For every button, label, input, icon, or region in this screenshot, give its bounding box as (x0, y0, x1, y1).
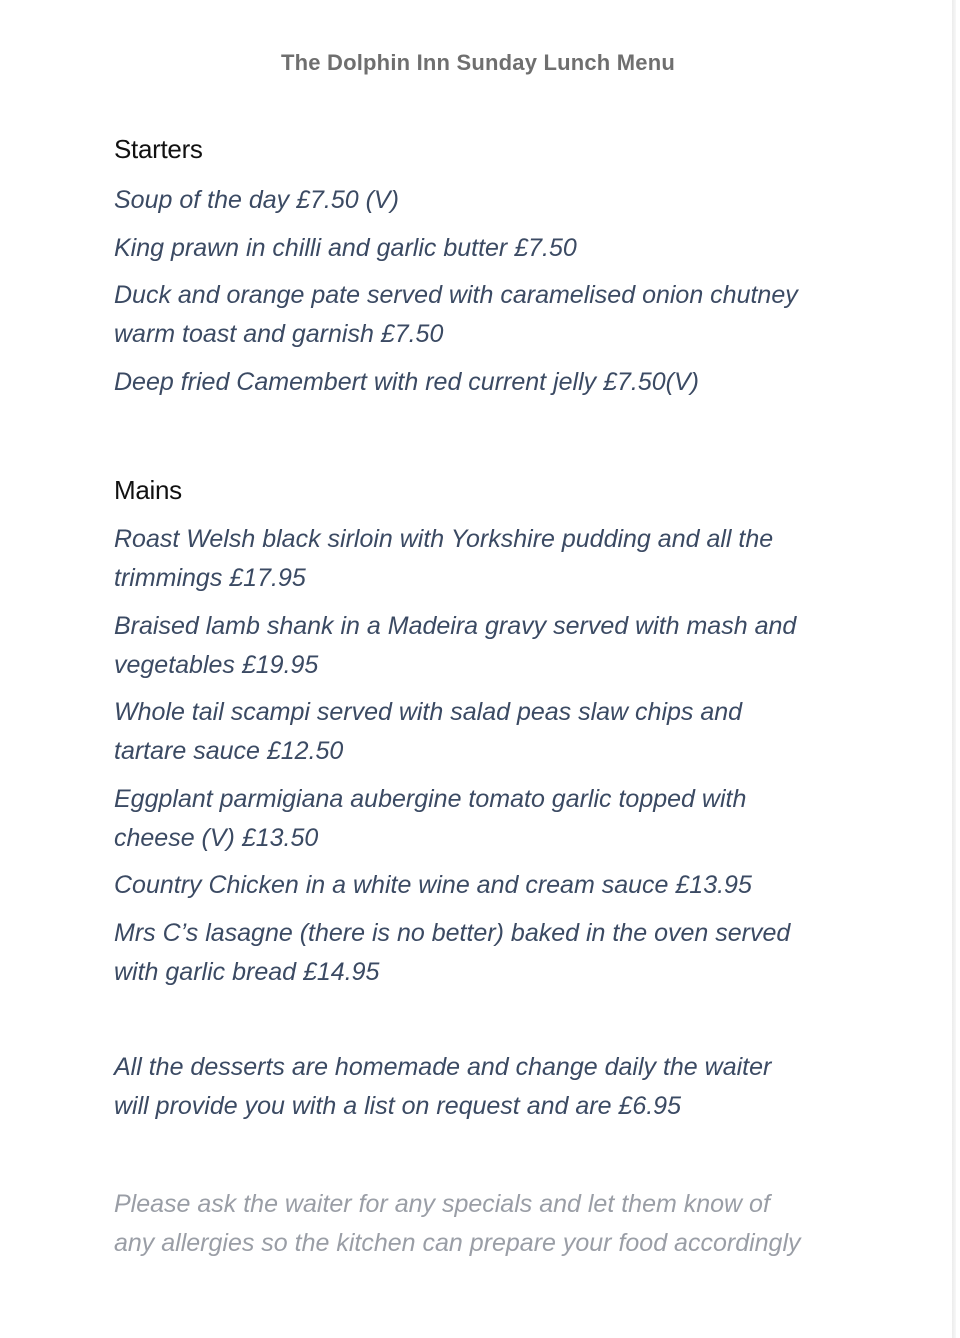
item-line: Mrs C’s lasagne (there is no better) baked in the oven served (114, 919, 791, 947)
item-line: with garlic bread £14.95 (114, 958, 380, 986)
item-line: warm toast and garnish £7.50 (114, 320, 444, 348)
item-line: Soup of the day £7.50 (V) (114, 186, 399, 214)
starter-item (114, 276, 874, 354)
note-line: will provide you with a list on request and are £6.95 (114, 1092, 681, 1120)
starter-item (114, 363, 874, 402)
item-line: King prawn in chilli and garlic butter £7.50 (114, 234, 577, 262)
item-line: Eggplant parmigiana aubergine tomato garlic topped with (114, 785, 747, 813)
specials-allergies-note (114, 1185, 874, 1263)
item-line: vegetables £19.95 (114, 651, 319, 679)
item-line: Braised lamb shank in a Madeira gravy served with mash and (114, 612, 797, 640)
main-item (114, 866, 874, 905)
item-line: cheese (V) £13.50 (114, 824, 319, 852)
mains-heading: Mains (114, 475, 182, 505)
item-line: Whole tail scampi served with salad peas slaw chips and (114, 698, 743, 726)
main-item (114, 520, 874, 598)
main-item (114, 914, 874, 992)
menu-title: The Dolphin Inn Sunday Lunch Menu (280, 50, 676, 75)
item-line: Roast Welsh black sirloin with Yorkshire pudding and all the (114, 525, 774, 553)
item-line: Country Chicken in a white wine and cream sauce £13.95 (114, 871, 752, 899)
starter-item (114, 229, 874, 268)
item-line: Deep fried Camembert with red current jelly £7.50(V) (114, 368, 699, 396)
starter-item (114, 181, 874, 220)
desserts-note (114, 1048, 874, 1126)
note-line: any allergies so the kitchen can prepare your food accordingly (114, 1229, 801, 1257)
main-item (114, 780, 874, 858)
starters-heading: Starters (114, 134, 203, 164)
main-item (114, 693, 874, 771)
item-line: trimmings £17.95 (114, 564, 306, 592)
note-line: Please ask the waiter for any specials and let them know of (114, 1190, 770, 1218)
page-edge-shadow (952, 0, 956, 1338)
item-line: tartare sauce £12.50 (114, 737, 344, 765)
item-line: Duck and orange pate served with caramelised onion chutney (114, 281, 798, 309)
note-line: All the desserts are homemade and change daily the waiter (114, 1053, 772, 1081)
main-item (114, 607, 874, 685)
